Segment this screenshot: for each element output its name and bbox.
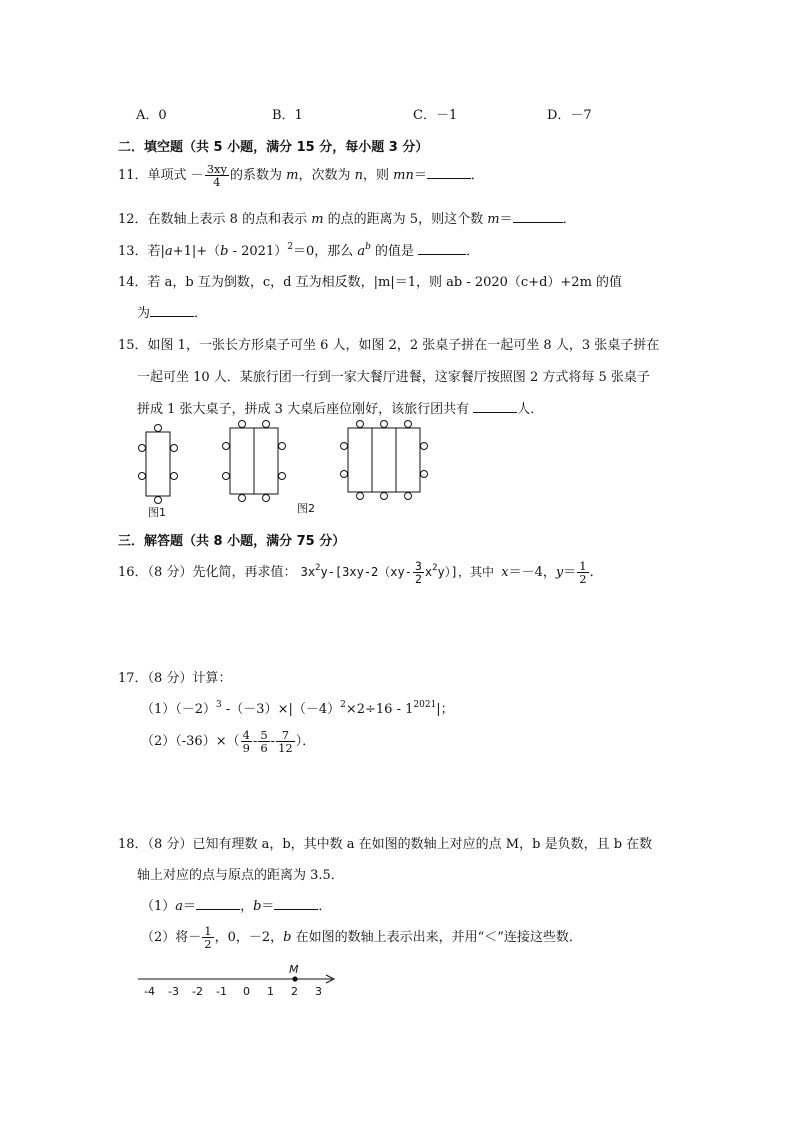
seat	[381, 493, 388, 500]
seat	[341, 471, 348, 478]
answer-blank-a[interactable]	[196, 897, 240, 910]
seat	[405, 421, 412, 428]
question-15-line3: 拼成 1 张大桌子，拼成 3 大桌后座位刚好，该旅行团共有 人．	[137, 402, 544, 417]
tick-label: -2	[192, 985, 203, 998]
seat	[155, 497, 162, 504]
question-17-part1: $(1)(-2)^3$ $-(-3)\times|(-4)^2\times 2\div 16 - 1^{2021}|$；	[141, 700, 454, 717]
question-17-part2: （2）（-36）×（ $\frac{4}{9}$ - $\frac{5}{6}$ - $\frac{7}{12}$ ）．	[141, 728, 316, 755]
table-rect	[396, 428, 420, 492]
table-rect	[230, 428, 254, 494]
option-b: B．1	[272, 108, 303, 123]
tick-label: 0	[243, 985, 250, 998]
seat	[279, 473, 286, 480]
question-18-line2: 轴上对应的点与原点的距离为 3.5．	[137, 868, 344, 883]
fraction: $\frac{3xy}{4}$	[206, 162, 227, 189]
table-rect	[146, 432, 170, 496]
seat	[171, 445, 178, 452]
table-rect	[348, 428, 372, 492]
seat	[263, 495, 270, 502]
table-figures	[130, 420, 440, 520]
seat	[405, 493, 412, 500]
tick-label: -4	[144, 985, 155, 998]
question-14: 14．若 a，b 互为倒数，c，d 互为相反数，|m|＝1，则 ab - 2020（c+d）+2m 的值	[118, 275, 623, 290]
answer-blank[interactable]	[427, 166, 471, 179]
question-18: 18．（8 分）已知有理数 a，b，其中数 a 在如图的数轴上对应的点 M，b 是负数，且 b 在数	[118, 837, 653, 852]
seat	[223, 443, 230, 450]
seat	[139, 445, 146, 452]
answer-blank[interactable]	[150, 304, 194, 317]
point-m-label: M	[289, 963, 299, 976]
seat	[421, 443, 428, 450]
question-16: 16．（8 分）先化简，再求值： $3x^2y-[3xy-2(xy-$ $\frac{3}{2}$ $x^2y$）]，其中 x＝－4，y＝ $\frac{1}{2}$ ．	[118, 559, 603, 586]
option-c: C．－1	[413, 108, 458, 123]
tick-label: 2	[291, 985, 298, 998]
seat	[239, 495, 246, 502]
question-15: 15．如图 1，一张长方形桌子可坐 6 人，如图 2，2 张桌子拼在一起可坐 8 人，3 张桌子拼在	[118, 338, 660, 353]
seat	[263, 421, 270, 428]
question-12: 12．在数轴上表示 8 的点和表示 m 的点的距离为 5，则这个数 m＝ ．	[118, 212, 576, 227]
answer-blank[interactable]	[418, 242, 466, 255]
seat	[239, 421, 246, 428]
question-18-part2: （2）将－ $\frac{1}{2}$ ，0，－2，b 在如图的数轴上表示出来，并用“＜”连接这些数．	[141, 924, 582, 951]
answer-blank[interactable]	[473, 400, 517, 413]
seat	[381, 421, 388, 428]
question-14-line2: 为 ．	[137, 306, 208, 321]
question-15-line2: 一起可坐 10 人．某旅行团一行到一家大餐厅进餐，这家餐厅按照图 2 方式将每 5 张桌子	[137, 370, 650, 385]
figure-1-label: 图1	[148, 506, 166, 519]
number-line	[136, 960, 341, 1000]
question-18-part1: （1）a＝ ，b＝ ．	[141, 899, 332, 914]
section-2-title: 二．填空题（共 5 小题，满分 15 分，每小题 3 分）	[118, 140, 429, 155]
seat	[223, 473, 230, 480]
figure-2-label: 图2	[297, 502, 315, 515]
point-m	[292, 976, 297, 981]
seat	[421, 471, 428, 478]
answer-blank-b[interactable]	[274, 897, 318, 910]
tick-label: -3	[168, 985, 179, 998]
seat	[357, 493, 364, 500]
tick-label: 3	[315, 985, 322, 998]
seat	[341, 443, 348, 450]
option-d: D．－7	[547, 108, 592, 123]
table-rect	[372, 428, 396, 492]
seat	[357, 421, 364, 428]
seat	[155, 425, 162, 432]
answer-blank[interactable]	[513, 210, 563, 223]
question-13: 13．若|a+1|+（b - 2021）$^2$＝0，那么 $a^b$ 的值是 ．	[118, 242, 480, 259]
question-11: 11．单项式 － $\frac{3xy}{4}$ 的系数为 m，次数为 n，则 mn＝ ．	[118, 162, 484, 189]
seat	[139, 473, 146, 480]
tick-label: 1	[267, 985, 274, 998]
table-rect	[254, 428, 278, 494]
seat	[171, 473, 178, 480]
question-17: 17．（8 分）计算：	[118, 671, 232, 686]
option-a: A．0	[136, 108, 167, 123]
section-3-title: 三．解答题（共 8 小题，满分 75 分）	[118, 534, 346, 549]
seat	[279, 443, 286, 450]
tick-label: -1	[216, 985, 227, 998]
